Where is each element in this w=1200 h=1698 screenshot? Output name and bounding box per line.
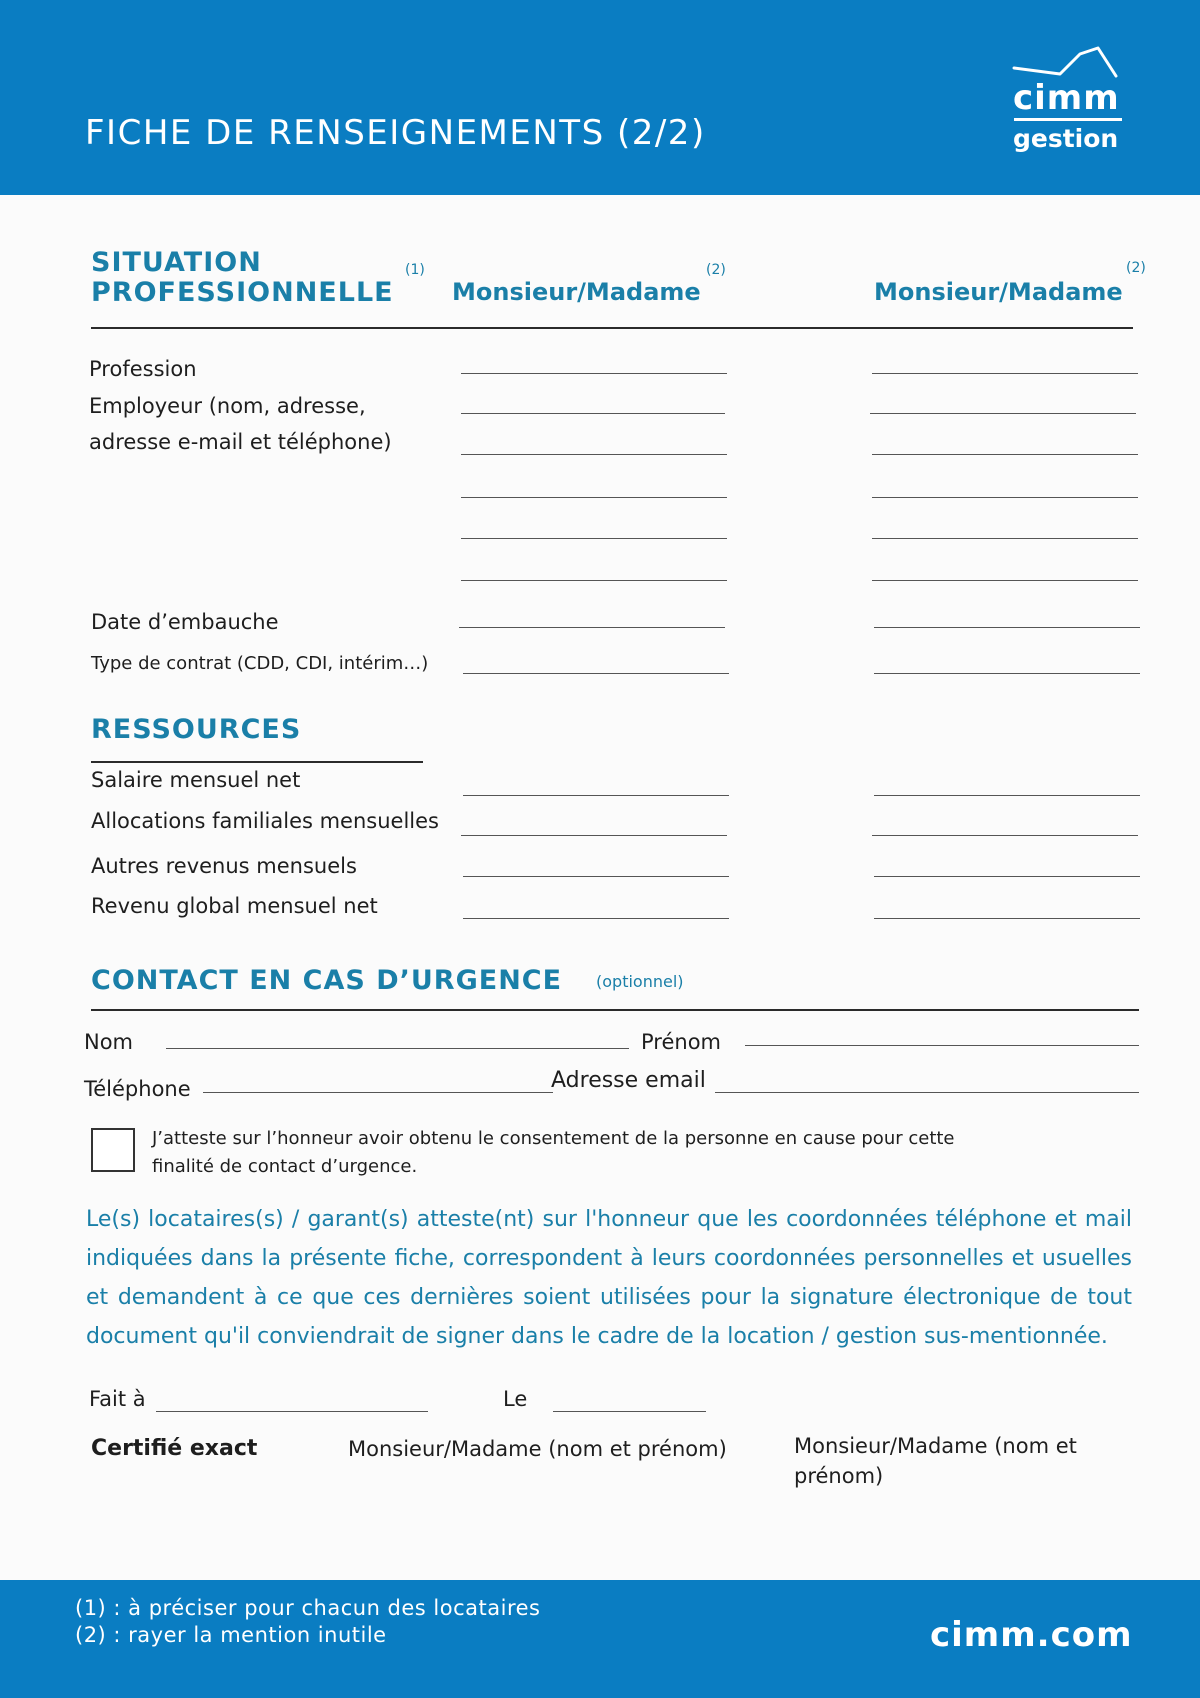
section-title-situation-1: SITUATION xyxy=(91,247,262,278)
field-nom[interactable] xyxy=(166,1048,629,1049)
field-fait-a[interactable] xyxy=(156,1411,428,1412)
cimm-logo xyxy=(1010,44,1130,159)
consent-line-1: J’atteste sur l’honneur avoir obtenu le consentement de la personne en cause pour cette xyxy=(152,1128,955,1149)
label-employer-1: Employeur (nom, adresse, xyxy=(89,394,366,418)
field-employer-2b[interactable] xyxy=(872,454,1138,455)
field-global-income-1[interactable] xyxy=(463,918,729,919)
field-employer-1b[interactable] xyxy=(461,454,727,455)
field-profession-2[interactable] xyxy=(872,373,1138,374)
field-other-income-2[interactable] xyxy=(874,876,1140,877)
field-allowances-2[interactable] xyxy=(872,835,1138,836)
label-telephone: Téléphone xyxy=(84,1077,191,1101)
field-le[interactable] xyxy=(553,1411,706,1412)
field-contract-type-2[interactable] xyxy=(874,673,1140,674)
field-salary-2[interactable] xyxy=(874,795,1140,796)
roof-icon xyxy=(1010,44,1130,80)
label-profession: Profession xyxy=(89,357,197,381)
section-title-contact: CONTACT EN CAS D’URGENCE xyxy=(91,965,563,996)
column-header-2: Monsieur/Madame xyxy=(874,278,1123,306)
footnote-ref-1: (1) xyxy=(405,262,425,278)
ressources-divider xyxy=(91,761,423,763)
logo-text-cimm: cimm xyxy=(1013,78,1120,118)
label-nom: Nom xyxy=(84,1030,134,1054)
label-email: Adresse email xyxy=(551,1068,706,1093)
label-fait-a: Fait à xyxy=(89,1387,146,1411)
consent-text xyxy=(152,1125,1052,1181)
field-employer-1c[interactable] xyxy=(461,497,727,498)
consent-checkbox[interactable] xyxy=(91,1128,135,1172)
consent-line-2: finalité de contact d’urgence. xyxy=(152,1156,418,1177)
field-employer-1e[interactable] xyxy=(461,580,727,581)
label-hire-date: Date d’embauche xyxy=(91,610,279,634)
signature-col-2-line-1: Monsieur/Madame (nom et xyxy=(794,1434,1077,1458)
field-employer-2d[interactable] xyxy=(872,538,1138,539)
section-title-situation-2: PROFESSIONNELLE xyxy=(91,277,394,308)
label-employer-2: adresse e-mail et téléphone) xyxy=(89,430,392,454)
field-employer-1a[interactable] xyxy=(461,413,725,414)
field-employer-2a[interactable] xyxy=(870,413,1136,414)
field-global-income-2[interactable] xyxy=(874,918,1140,919)
page-title: FICHE DE RENSEIGNEMENTS (2/2) xyxy=(85,113,706,153)
field-prenom[interactable] xyxy=(745,1045,1139,1046)
header-banner xyxy=(0,0,1200,195)
field-salary-1[interactable] xyxy=(463,795,729,796)
signature-col-1: Monsieur/Madame (nom et prénom) xyxy=(348,1437,727,1461)
field-hire-date-2[interactable] xyxy=(874,627,1140,628)
section-title-ressources: RESSOURCES xyxy=(91,714,302,745)
attestation-paragraph: Le(s) locataires(s) / garant(s) atteste(nt) sur l'honneur que les coordonnées téléphone et mail indiquées dans la présente fiche, correspondent à leurs coordonnées personnelles et usuelles et demandent à ce que ces dernières soient utilisées pour la signature électronique de tout document qu'il conviendrait de signer dans le cadre de la location / gestion sus-mentionnée. xyxy=(86,1207,1132,1349)
label-certifie-exact: Certifié exact xyxy=(91,1436,258,1461)
label-le: Le xyxy=(503,1387,528,1411)
field-email[interactable] xyxy=(715,1092,1139,1093)
label-salary: Salaire mensuel net xyxy=(91,768,301,792)
footnote-1: (1) : à préciser pour chacun des locataires xyxy=(75,1596,541,1620)
field-profession-1[interactable] xyxy=(461,373,727,374)
label-global-income: Revenu global mensuel net xyxy=(91,894,378,918)
field-employer-2c[interactable] xyxy=(872,497,1138,498)
field-employer-2e[interactable] xyxy=(872,580,1138,581)
signature-col-2-line-2: prénom) xyxy=(794,1464,884,1488)
column-header-1: Monsieur/Madame xyxy=(452,278,701,306)
label-contract-type: Type de contrat (CDD, CDI, intérim…) xyxy=(91,653,429,674)
logo-rule xyxy=(1014,118,1122,121)
footnote-ref-2b: (2) xyxy=(1126,260,1146,276)
field-other-income-1[interactable] xyxy=(463,876,729,877)
field-hire-date-1[interactable] xyxy=(459,627,725,628)
website-link[interactable]: cimm.com xyxy=(930,1615,1133,1655)
label-other-income: Autres revenus mensuels xyxy=(91,854,357,878)
footer-banner xyxy=(0,1580,1200,1698)
field-telephone[interactable] xyxy=(203,1092,553,1093)
footnote-2: (2) : rayer la mention inutile xyxy=(75,1623,387,1647)
label-prenom: Prénom xyxy=(641,1030,722,1054)
label-allowances: Allocations familiales mensuelles xyxy=(91,809,439,833)
optional-note: (optionnel) xyxy=(596,972,684,991)
contact-divider xyxy=(91,1009,1139,1011)
logo-text-gestion: gestion xyxy=(1013,124,1119,153)
field-contract-type-1[interactable] xyxy=(463,673,729,674)
footnote-ref-2a: (2) xyxy=(706,262,726,278)
field-employer-1d[interactable] xyxy=(461,538,727,539)
section-divider xyxy=(91,327,1133,329)
field-allowances-1[interactable] xyxy=(461,835,727,836)
